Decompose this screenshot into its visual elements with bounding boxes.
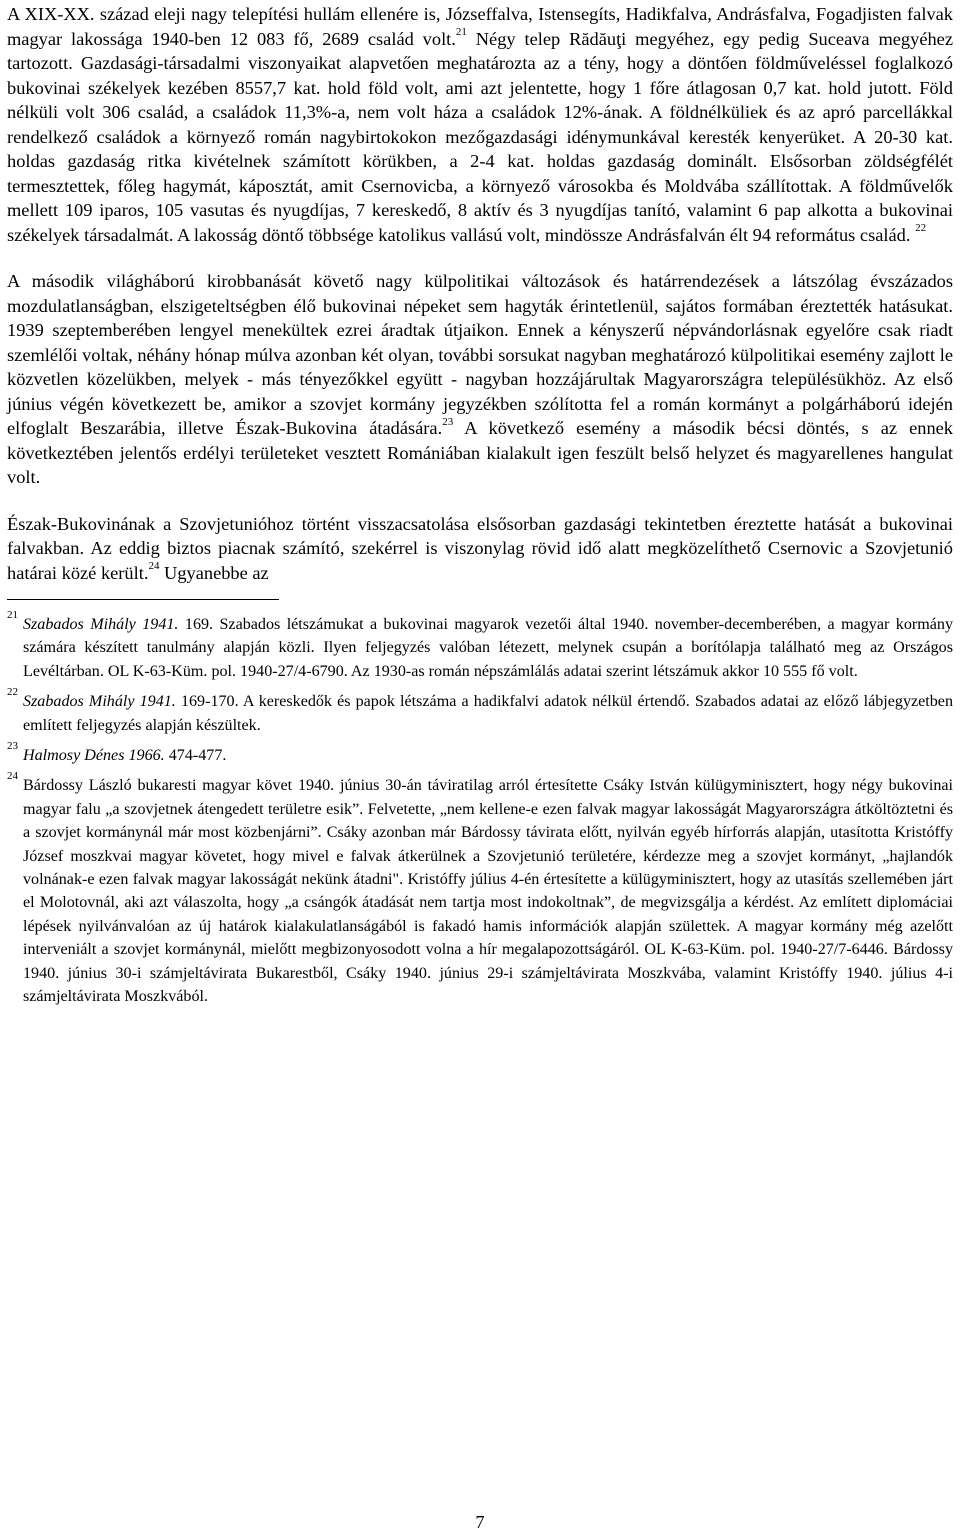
footnote-citation: Szabados Mihály 1941. [23, 693, 176, 711]
footnote-text: 169. Szabados létszámukat a bukovinai magyarok vezetői által 1940. november-decemberében, a magyar kormány számára készített tanulmány alapján közli. Ilyen feljegyzés valóban létezett, melynek csupán a borítólapja található meg az Országos Levéltárban. OL K-63-Küm. pol. 1940-27/4-6790. Az 1930-as román népszámlálás adatai szerint létszámuk akkor 10 555 fő volt. [23, 616, 953, 680]
body-paragraph-2 [7, 269, 953, 490]
paragraph-text: Ugyanebbe az [159, 562, 269, 583]
body-paragraph-3 [7, 512, 953, 586]
footnote-citation: Halmosy Dénes 1966. [23, 747, 165, 765]
footnote-number: 22 [7, 686, 18, 699]
footnote-citation: Szabados Mihály 1941. [23, 616, 179, 633]
paragraph-text: Négy telep Rădăuţi megyéhez, egy pedig Suceava megyéhez tartozott. Gazdasági-társadalmi viszonyaikat alapvetően meghatározta az a tény, hogy a döntően földműveléssel foglalkozó bukovinai székelyek kezében 8557,7 kat. hold föld volt, ami azt jelentette, hogy 1 főre átlagosan 0,7 kat. hold jutott. Föld nélküli volt 306 család, a családok 11,3%-a, nem volt háza a családok 12%-ának. A földnélküliek és az apró parcellákkal rendelkező családok a környező román nagybirtokokon mezőgazdasági idénymunkával keresték kenyerüket. A 20-30 kat. holdas gazdaság ritka kivételnek számított körükben, a 2-4 kat. holdas gazdaság dominált. Elsősorban zöldségfélét termesztettek, főleg hagymát, káposztát, amit Csernovicba, a környező városokba és Moldvába szállítottak. A földművelők mellett 109 iparos, 105 vasutas és nyugdíjas, 7 kereskedő, 8 aktív és 3 nyugdíjas tanító, valamint 6 pap alkotta a bukovinai székelyek társadalmát. A lakosság döntő többsége katolikus vallású volt, mindössze Andrásfalván élt 94 református család. [7, 28, 954, 245]
paragraph-text: A XIX-XX. század eleji nagy telepítési hullám ellenére is, Józseffalva, Istensegíts, Hadikfalva, Andrásfalva, Fogadjisten falvak magyar lakossága 1940-ben 12 083 fő, 2689 család volt. [7, 4, 953, 49]
footnote-text: 169-170. A kereskedők és papok létszáma a hadikfalvi adatok nélkül értendő. Szabados adatai az előző lábjegyzetben említett feljegyzés alapján készültek. [23, 693, 953, 734]
body-paragraph-1 [7, 2, 953, 247]
footnote-number: 21 [7, 609, 18, 621]
footnote-24 [7, 770, 953, 1008]
paragraph-text: A következő esemény a második bécsi döntés, s az ennek következtében jelentős erdélyi területeket vesztett Romániában kialakult igen feszült belső helyzet és magyarellenes hangulat volt. [7, 418, 953, 487]
footnote-reference[interactable]: 22 [915, 222, 927, 235]
footnote-number: 24 [7, 770, 18, 783]
footnote-23 [7, 740, 953, 767]
footnote-22 [7, 686, 953, 737]
paragraph-text: Észak-Bukovinának a Szovjetunióhoz történt visszacsatolása elsősorban gazdasági tekintetben éreztette hatását a bukovinai falvakban. Az eddig biztos piacnak számító, szekérrel is viszonylag rövid idő alatt megközelíthető Csernovic a Szovjetunió határai közé került. [7, 513, 953, 583]
footnote-reference[interactable]: 23 [442, 415, 454, 428]
footnote-reference[interactable]: 21 [455, 26, 467, 39]
footnote-separator [7, 599, 279, 600]
footnote-text: 474-477. [164, 747, 227, 765]
footnotes [7, 609, 953, 1009]
document-page [7, 0, 953, 1016]
paragraph-text: A második világháború kirobbanását követő nagy külpolitikai változások és határrendezések a látszólag évszázados mozdulatlanságban, elszigeteltségben élő bukovinai népeket sem hagyták érintetlenül, sajátos formában éreztették hatásukat. 1939 szeptemberében lengyel menekültek ezrei áradtak útjaikon. Ennek a kényszerű népvándorlásnak egyelőre csak riadt szemlélői voltak, néhány hónap múlva azonban két olyan, további sorsukat nagyban meghatározó külpolitikai esemény zajlott le közvetlen közelükben, melyek - más tényezőkkel együtt - nagyban hozzájárultak Magyarországra településükhöz. Az első június végén következett be, amikor a szovjet kormány jegyzékben szólította fel a román kormányt a polgárháború idején elfoglalt Beszarábia, illetve Észak-Bukovina átadására. [7, 271, 953, 438]
footnote-number: 23 [7, 740, 18, 753]
footnote-21 [7, 609, 953, 683]
footnote-text: Bárdossy László bukaresti magyar követ 1940. június 30-án táviratilag arról értesítette Csáky István külügyminisztert, hogy négy bukovinai magyar falu „a szovjetnek átengedett területre esik”. Felvetette, „nem kellene-e ezen falvak magyar lakosságát Magyarországra átköltöztetni és a szovjet kormánynál már most közbenjárni”. Csáky azonban már Bárdossy távirata előtt, nyilván egyéb hírforrás alapján, utasította Kristóffy József moszkvai magyar követet, hogy mivel e falvak átkerülnek a Szovjetunió területére, kérdezze meg a szovjet kormányt, „hajlandók volnának-e ezen falvak magyar lakosságát nekünk átadni". Kristóffy július 4-én értesítette a külügyminisztert, hogy az utasítás szellemében járt el Molotovnál, aki azt válaszolta, hogy „a csángók átadását nem tartja most indokoltnak”, de megvizsgálja a kérdést. Az említett diplomáciai lépések nyilvánvalóan az új határok kialakulatlanságából is fakadó hamis információk alapján születtek. A magyar kormány még azelőtt interveniált a szovjet kormánynál, mielőtt megbizonyosodott volna a hír megalapozottságáról. OL K-63-Küm. pol. 1940-27/7-6446. Bárdossy 1940. június 30-i számjeltávirata Bukarestből, Csáky 1940. június 29-i számjeltávirata Moszkvába, valamint Kristóffy 1940. július 4-i számjeltávirata Moszkvából. [23, 777, 953, 1006]
footnote-reference[interactable]: 24 [148, 560, 160, 573]
page-number: 7 [475, 1512, 485, 1532]
